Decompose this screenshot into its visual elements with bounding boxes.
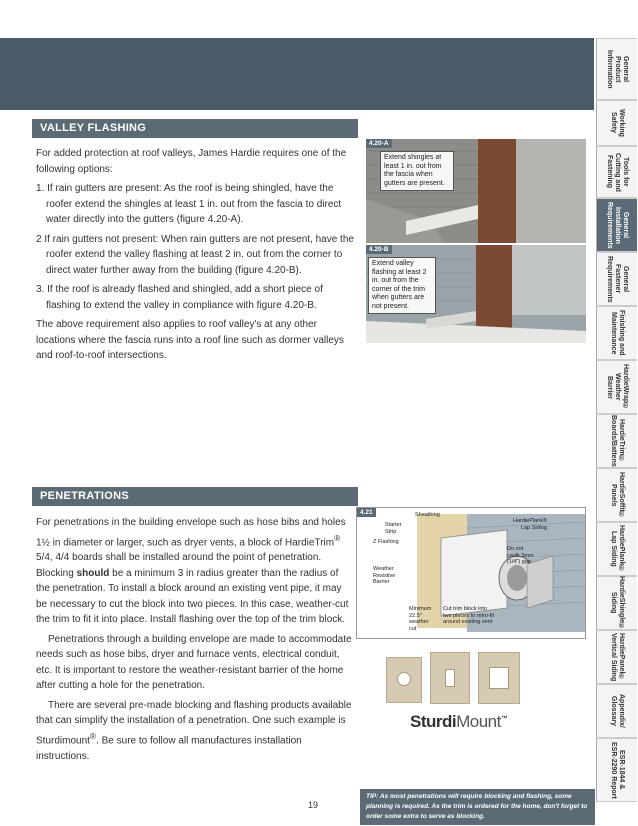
logo-text: Mount <box>456 712 501 731</box>
tab-hardieshingle[interactable] <box>596 576 637 630</box>
valley-flashing-body <box>36 146 354 368</box>
label-weather-resistive-barrier: Weather Resistive Barrier <box>373 566 396 585</box>
tab-label: General Fastener Requirements <box>606 255 629 303</box>
plate-opening <box>397 672 411 686</box>
section-tabs <box>594 0 638 826</box>
sturdimount-plate-round <box>386 657 422 703</box>
label-cut-trim-block: Cut trim block into two pieces to retro-fit around existing vent <box>443 606 495 625</box>
figure-label: 4.21 <box>357 508 376 517</box>
penetrations-paragraph-2: Penetrations through a building envelope are made to accommodate needs such as hose bibs, dryer and furnace vents, electrical conduit, etc. It is important to restore the weather-resistant barrier of the home after cutting a hole for the penetration. <box>36 633 352 692</box>
figure-4-21 <box>356 507 586 639</box>
valley-intro: For added protection at roof valleys, James Hardie requires one of the following options: <box>36 148 347 175</box>
tab-general-product-information[interactable] <box>596 38 637 100</box>
label-z-flashing: Z Flashing <box>373 539 399 545</box>
figure-callout: Extend shingles at least 1 in. out from the fascia when gutters are present. <box>380 151 454 191</box>
penetrations-paragraph-1 <box>36 515 354 628</box>
tab-general-fastener-requirements[interactable] <box>596 252 637 306</box>
trademark-mark: ™ <box>500 715 508 723</box>
tab-label: HardieShingle® Siding <box>610 575 625 631</box>
tab-label: HardiePlank® Lap Siding <box>610 525 625 573</box>
valley-item-1: 1. If rain gutters are present: As the roof is being shingled, have the roofer extend the shingles at least 1 in. out from the fascia to direct water directly into the gutters (figure 4.20-A). <box>36 183 342 225</box>
tab-label: Tools for Cutting and Fastening <box>606 152 629 192</box>
figure-label: 4.20-A <box>366 139 392 148</box>
label-starter-strip: Starter Strip <box>385 522 402 535</box>
tab-label: HardiePanel® Vertical Siding <box>610 632 625 682</box>
registered-mark: ® <box>334 532 341 543</box>
tab-general-installation-requirements[interactable] <box>596 198 637 252</box>
tab-hardiepanel[interactable] <box>596 630 637 684</box>
label-weather-cut: Minimum 22.5° weather cut <box>409 606 432 632</box>
valley-item-2: 2 If rain gutters not present: When rain gutters are not present, have the roofer extend the valley flashing at least 2 in. out from the corner to direct water further away from the building (figure 4.20-B). <box>36 233 354 276</box>
tab-hardiewrap[interactable] <box>596 360 637 414</box>
figure-4-20-b <box>366 245 586 343</box>
tab-label: Appendix/ Glossary <box>610 694 625 728</box>
logo-text: Sturdi <box>410 712 457 731</box>
figure-callout: Extend valley flashing at least 2 in. out from the corner of the trim when gutters are not present. <box>368 257 436 314</box>
tab-label: HardieTrim® Boards/Battens <box>610 415 625 467</box>
sturdimount-plate-square <box>478 652 520 704</box>
penetrations-paragraph-3 <box>36 698 354 764</box>
tab-working-safety[interactable] <box>596 100 637 146</box>
tip-box: TIP: As most penetrations will require blocking and flashing, some planning is required. As the trim is ordered for the home, don't forget to order some extra to serve as blocking. <box>360 789 595 825</box>
text-run: be a minimum 3 in radius greater than the radius of the penetration. To install a block around an existing vent pipe, it may be necessary to cut the block into two pieces. In this case, weather-cut the trim to fit it into place. Install flashing over the top of the trim block. <box>36 567 349 626</box>
tab-hardieplank[interactable] <box>596 522 637 576</box>
top-band <box>0 38 594 110</box>
label-lap-siding: HardiePlank® Lap Siding <box>513 518 548 531</box>
label-sheathing: Sheathing <box>415 512 440 518</box>
tab-label: HardieSoffit® Panels <box>610 471 625 519</box>
text-run: There are several pre-made blocking and flashing products available that can simplify the installation of a penetration. One such example is Sturdimount <box>36 699 352 747</box>
tab-label: General Installation Requirements <box>606 201 629 249</box>
text-run: 5/4, 4/4 boards shall be installed around the point of penetration. Blocking <box>36 552 322 579</box>
sturdimount-logo <box>410 712 507 732</box>
tab-label: Finishing and Maintenance <box>610 310 625 356</box>
tab-esr-report[interactable] <box>596 738 637 802</box>
registered-mark: ® <box>89 730 97 741</box>
valley-outro: The above requirement also applies to roof valley's at any other locations where the fascia runs into a roof line such as dormer valleys and roof-to-roof intersections. <box>36 319 344 361</box>
text-run: For penetrations in the building envelope such as hose bibs and holes 1½ in diameter or larger, such as dryer vents, a block of HardieTrim <box>36 517 346 548</box>
label-caulk-gap: Do not caulk 3mm (1/4") gap <box>507 546 534 565</box>
tab-tools-cutting-fastening[interactable] <box>596 146 637 198</box>
plate-opening <box>445 669 455 687</box>
tab-label: General Product Information <box>606 49 629 89</box>
valley-item-3: 3. If the roof is already flashed and shingled, add a short piece of flashing to extend the valley in compliance with figure 4.20-B. <box>36 284 323 311</box>
figure-4-20-a <box>366 139 586 243</box>
tab-label: Working Safety <box>610 109 625 137</box>
text-run: . Be sure to follow all manufactures installation instructions. <box>36 735 302 762</box>
tab-hardiesoffit[interactable] <box>596 468 637 522</box>
penetrations-body <box>36 515 354 768</box>
tab-appendix-glossary[interactable] <box>596 684 637 738</box>
plate-opening <box>489 667 509 689</box>
penetrations-heading: PENETRATIONS <box>32 487 358 506</box>
tab-label: HardieWrap® Weather Barrier <box>606 363 629 411</box>
tab-hardietrim[interactable] <box>596 414 637 468</box>
page-number: 19 <box>308 800 319 810</box>
figure-label: 4.20-B <box>366 245 392 254</box>
sturdimount-plate-outlet <box>430 652 470 704</box>
tab-finishing-maintenance[interactable] <box>596 306 637 360</box>
tab-label: ESR-1844 & ESR-2290 Report <box>610 741 625 799</box>
bold-text: should <box>76 567 110 579</box>
valley-flashing-heading: VALLEY FLASHING <box>32 119 358 138</box>
